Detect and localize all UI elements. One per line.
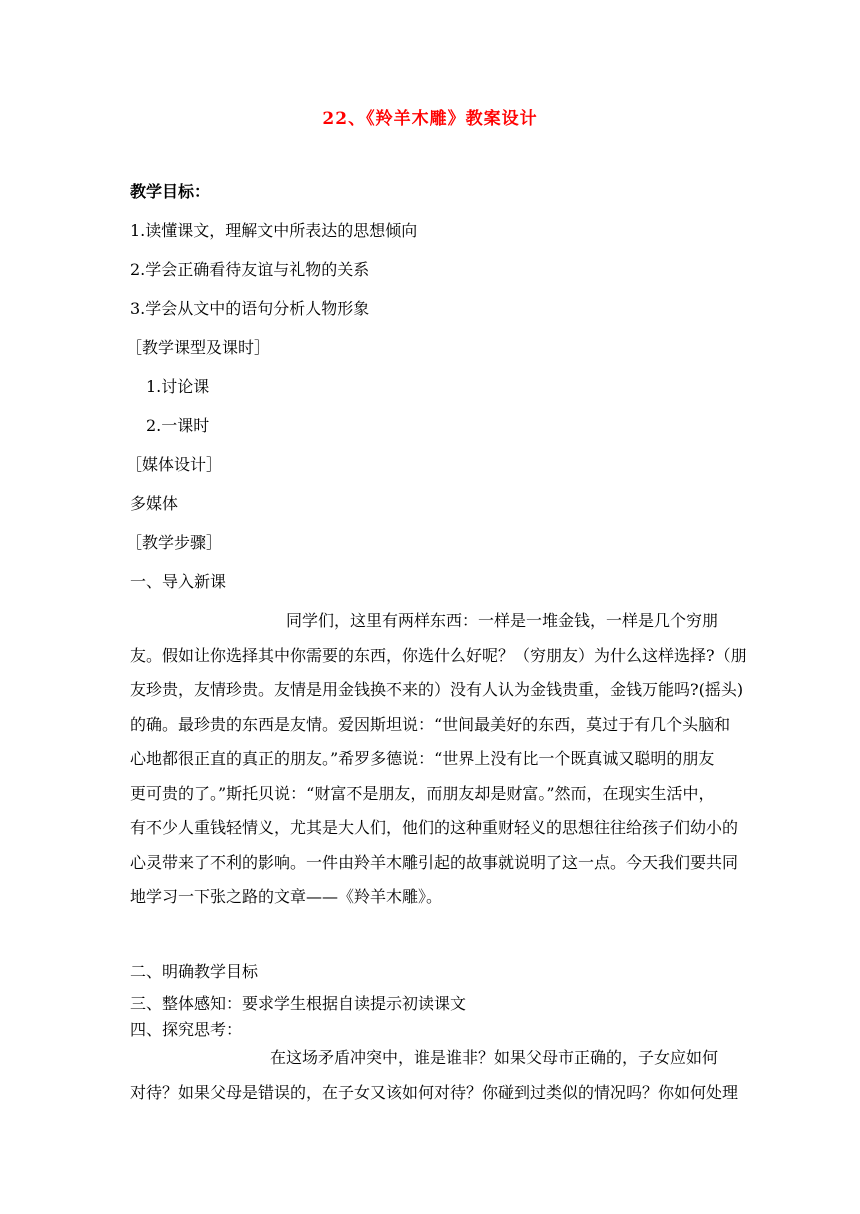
intro-paragraph — [130, 604, 770, 915]
course-type-heading: ［教学课型及课时］ — [126, 338, 271, 357]
step1-heading: 一、导入新课 — [130, 572, 227, 591]
intro-line: 心地都很正直的真正的朋友。”希罗多德说：“世界上没有比一个既真诚又聪明的朋友 — [130, 749, 715, 768]
intro-line: 友珍贵，友情珍贵。友情是用金钱换不来的）没有人认为金钱贵重，金钱万能吗?(摇头) — [130, 680, 744, 699]
inquiry-line: 在这场矛盾冲突中，谁是谁非？如果父母市正确的，子女应如何 — [270, 1048, 719, 1067]
inquiry-line: 对待？如果父母是错误的，在子女又该如何对待？你碰到过类似的情况吗？你如何处理 — [130, 1082, 739, 1102]
step3-heading: 三、整体感知：要求学生根据自读提示初读课文 — [130, 994, 467, 1013]
step2-heading: 二、明确教学目标 — [130, 962, 259, 981]
step4-heading: 四、探究思考： — [130, 1020, 243, 1039]
course-type-item: 1.讨论课 — [146, 377, 210, 396]
objective-item: 3.学会从文中的语句分析人物形象 — [130, 299, 370, 318]
objectives-heading: 教学目标： — [130, 182, 211, 201]
intro-line: 地学习一下张之路的文章——《羚羊木雕》。 — [130, 887, 443, 906]
intro-line: 同学们，这里有两样东西：一样是一堆金钱，一样是几个穷朋 — [286, 611, 719, 630]
inquiry-paragraph — [130, 1041, 770, 1110]
steps-heading: ［教学步骤］ — [126, 533, 223, 552]
intro-line: 心灵带来了不利的影响。一件由羚羊木雕引起的故事就说明了这一点。今天我们要共同 — [130, 852, 739, 872]
document-title: 22、《羚羊木雕》教案设计 — [322, 109, 538, 129]
intro-line: 有不少人重钱轻情义，尤其是大人们，他们的这种重财轻义的思想往往给孩子们幼小的 — [130, 818, 739, 837]
objective-item: 1.读懂课文，理解文中所表达的思想倾向 — [130, 221, 418, 240]
media-value: 多媒体 — [130, 494, 179, 513]
media-heading: ［媒体设计］ — [126, 455, 223, 474]
intro-line: 的确。最珍贵的东西是友情。爱因斯坦说：“世间最美好的东西，莫过于有几个头脑和 — [130, 714, 731, 734]
intro-line: 友。假如让你选择其中你需要的东西，你选什么好呢？（穷朋友）为什么这样选择?（朋 — [130, 645, 747, 665]
intro-line: 更可贵的了。”斯托贝说：“财富不是朋友，而朋友却是财富。”然而，在现实生活中， — [130, 783, 715, 803]
course-type-item: 2.一课时 — [146, 416, 210, 435]
objective-item: 2.学会正确看待友谊与礼物的关系 — [130, 260, 370, 279]
